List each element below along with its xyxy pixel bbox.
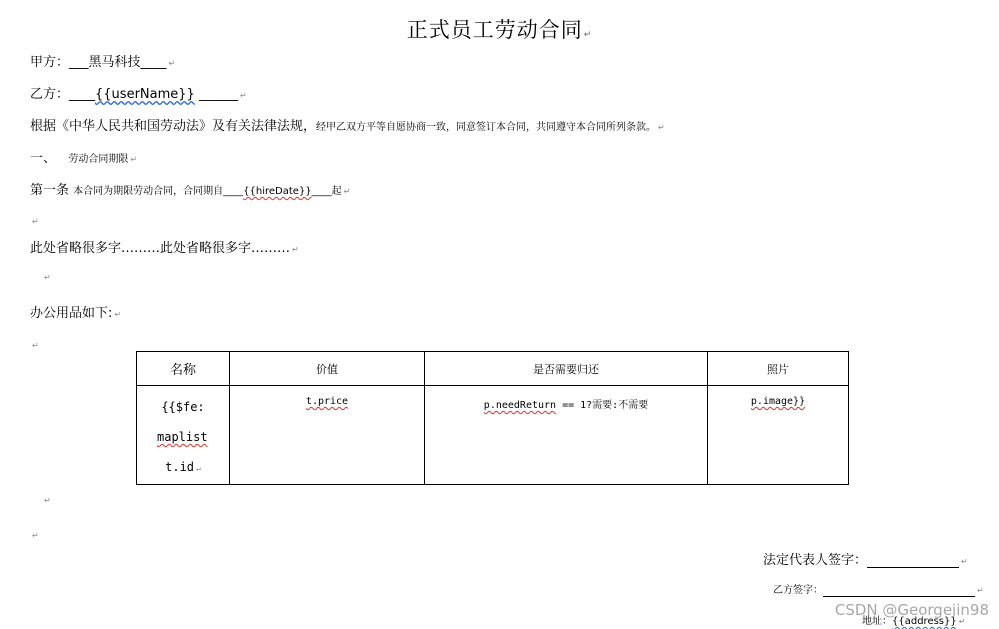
cell-value: t.price: [230, 386, 425, 485]
omitted-text: 此处省略很多字………此处省略很多字……… ↵: [30, 241, 299, 256]
article-1: 第一条 本合同为期限劳动合同，合同期自____{{hireDate}}____起 ↵: [30, 183, 351, 198]
hiredate-placeholder: {{hireDate}}: [243, 186, 312, 197]
office-supplies-heading: 办公用品如下: ↵: [30, 306, 122, 321]
empty-paragraph: ↵: [32, 217, 39, 226]
address-line: 地址：{{address}} ↵: [862, 616, 966, 627]
watermark: CSDN @Georgejin98: [834, 601, 989, 619]
empty-paragraph: ↵: [44, 273, 51, 282]
section-1-heading: 一、 劳动合同期限 ↵: [30, 151, 138, 166]
party-a-value: ___黑马科技____: [69, 55, 167, 70]
document-title: 正式员工劳动合同↵: [406, 18, 593, 42]
header-name: 名称: [137, 352, 230, 386]
username-placeholder: {{userName}}: [95, 87, 195, 102]
legal-rep-signature-line: [867, 554, 959, 568]
address-placeholder: {{address}}: [892, 616, 957, 627]
basis-paragraph: 根据《中华人民共和国劳动法》及有关法律法规，经甲乙双方平等自愿协商一致，同意签订本合同，共同遵守本合同所列条款。 ↵: [30, 119, 665, 134]
legal-rep-signature: 法定代表人签字： ↵: [763, 553, 968, 568]
party-b-signature: 乙方签字： ↵: [773, 585, 984, 596]
cell-name: {{$fe: maplist t.id ↵: [137, 386, 230, 485]
table-row: [137, 386, 849, 485]
empty-paragraph: ↵: [32, 531, 39, 540]
header-return: 是否需要归还: [425, 352, 708, 386]
table-header-row: [137, 352, 849, 386]
header-photo: 照片: [708, 352, 849, 386]
header-value: 价值: [230, 352, 425, 386]
empty-paragraph: ↵: [32, 341, 39, 350]
paragraph-mark: ↵: [583, 30, 593, 40]
party-b-signature-line: [823, 583, 975, 597]
cell-photo: p.image}}: [708, 386, 849, 485]
party-b-line: 乙方：____{{userName}} ______ ↵: [30, 87, 247, 102]
cell-return: p.needReturn == 1?需要:不需要: [425, 386, 708, 485]
office-supplies-table: [136, 351, 849, 485]
party-a-line: 甲方：___黑马科技____ ↵: [30, 55, 176, 70]
empty-paragraph: ↵: [44, 496, 51, 505]
